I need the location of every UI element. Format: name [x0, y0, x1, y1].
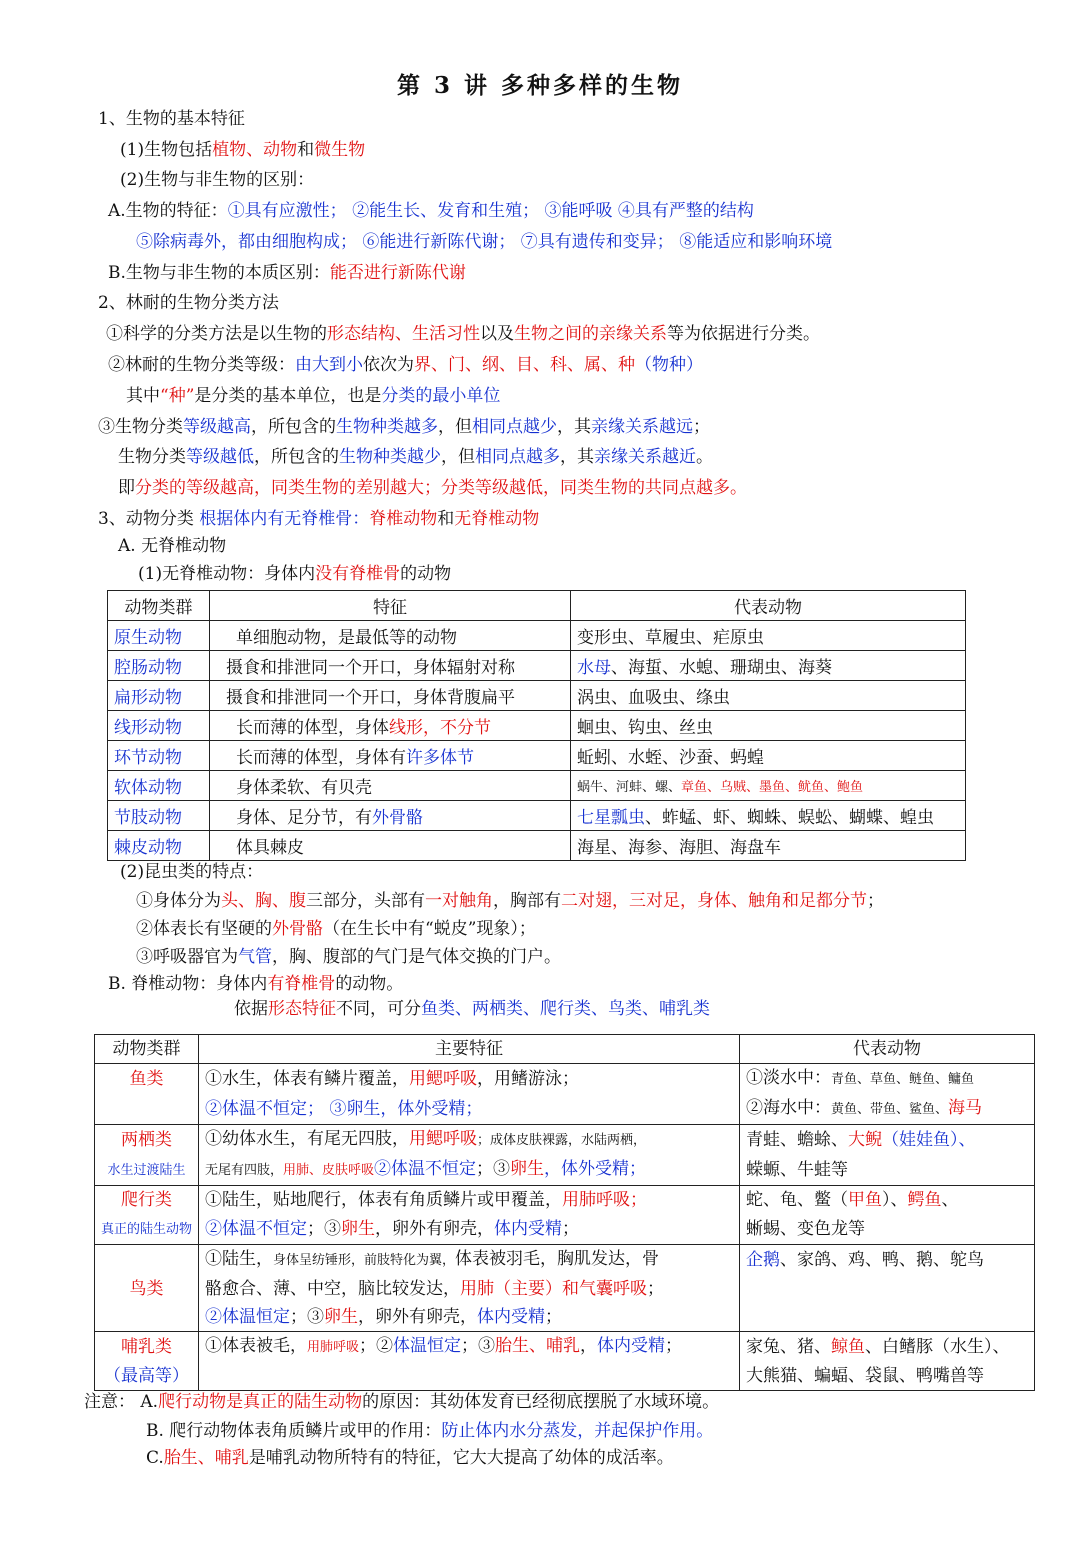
table-row	[95, 1362, 1035, 1391]
text-segment: 变形虫、草履虫、疟原虫	[577, 628, 764, 648]
text-segment: 2、林耐的生物分类方法	[98, 293, 279, 313]
text-segment: 体内受精	[477, 1307, 546, 1327]
table-cell	[199, 1094, 740, 1125]
table-row	[108, 621, 966, 651]
table-header	[108, 591, 966, 621]
table-cell	[199, 1303, 740, 1332]
text-segment: ；③	[307, 1219, 342, 1239]
table-cell	[740, 1094, 1035, 1125]
table-cell	[108, 711, 210, 741]
text-segment: 防止体内水分蒸发，并起保护作用。	[441, 1421, 714, 1441]
text-segment: 单细胞动物，是最低等的动物	[236, 628, 457, 648]
text-segment: 胎生、哺乳	[163, 1448, 249, 1468]
text-segment: ③卵生，体外受精；	[329, 1099, 483, 1119]
table-row	[95, 1094, 1035, 1125]
table-row	[95, 1275, 1035, 1303]
text-segment: 脊椎动物	[369, 509, 438, 529]
text-segment: 、蚱蜢、虾、蜘蛛、蜈蚣、蝴蝶、蝗虫	[645, 808, 934, 828]
table-cell	[210, 831, 571, 861]
table-row	[108, 711, 966, 741]
table-cell	[95, 1214, 199, 1245]
text-segment: 外骨骼	[272, 919, 323, 939]
table-cell	[210, 741, 571, 771]
text-segment: 气管	[238, 947, 272, 967]
text-segment: ②体温恒定	[205, 1307, 291, 1327]
text-segment: 相同点越少	[472, 417, 557, 437]
table-row	[108, 651, 966, 681]
table-cell	[210, 771, 571, 801]
text-segment: 摄食和排泄同一个开口，身体背腹扁平	[226, 688, 515, 708]
text-segment: ；	[545, 1307, 563, 1327]
text-segment: 鳄鱼	[907, 1190, 942, 1210]
text-segment: 鱼类、两栖类、爬行类、鸟类、哺乳类	[421, 999, 710, 1019]
text-segment: 用鳃呼吸	[409, 1069, 478, 1089]
table-header	[95, 1035, 1035, 1064]
table-cell	[210, 711, 571, 741]
text-segment: ①科学的分类方法是以生物的	[106, 324, 327, 344]
text-segment: 鱼类	[129, 1069, 164, 1089]
table-cell	[199, 1332, 740, 1363]
text-segment: ①水生，体表有鳞片覆盖，	[205, 1069, 410, 1089]
text-segment: 等为依据进行分类。	[667, 324, 820, 344]
text-segment: 能否进行新陈代谢	[329, 263, 466, 283]
text-segment: ⑤除病毒外，都由细胞构成； ⑥能进行新陈代谢； ⑦具有遗传和变异； ⑧能适应和影响环境	[136, 232, 833, 252]
table-cell	[571, 621, 966, 651]
text-segment: 生物分类	[118, 447, 186, 467]
table-cell	[108, 831, 210, 861]
text-segment: ；	[665, 1336, 683, 1356]
table-cell	[571, 681, 966, 711]
text-segment: 卵生	[510, 1159, 545, 1179]
table-cell	[95, 1332, 199, 1363]
text-segment: ，卵外有卵壳，	[375, 1219, 495, 1239]
text-segment: 蜥蜴、变色龙等	[746, 1219, 866, 1239]
text-line	[120, 169, 314, 191]
text-segment: 真正的陆生动物	[101, 1222, 193, 1237]
text-line	[118, 477, 747, 499]
text-segment: ；③	[461, 1336, 496, 1356]
text-segment: 以及	[480, 324, 514, 344]
text-segment: 棘皮动物	[114, 838, 182, 858]
text-segment: 蝾螈、牛蛙等	[746, 1160, 849, 1180]
table-row	[95, 1245, 1035, 1276]
text-segment: 长而薄的体型，身体	[236, 718, 389, 738]
text-segment: ；③	[290, 1307, 325, 1327]
text-segment: 分类的最小单位	[381, 386, 501, 406]
table-cell	[740, 1275, 1035, 1303]
text-segment: 许多体节	[406, 748, 474, 768]
text-segment: 微生物	[314, 140, 366, 160]
text-segment: （物种）	[635, 355, 703, 375]
text-segment: 七星瓢虫	[577, 808, 645, 828]
text-segment: （最高等）	[104, 1366, 189, 1386]
text-segment: 根据体内有无脊椎骨：	[199, 509, 370, 529]
text-segment: ，胸、腹部的气门是气体交换的门户。	[272, 947, 561, 967]
text-segment: ，其	[557, 417, 591, 437]
text-segment: 大鲵	[848, 1130, 883, 1150]
text-line	[106, 323, 820, 345]
text-segment: B.生物与非生物的本质区别：	[108, 263, 330, 283]
text-segment: ①身体分为	[136, 891, 221, 911]
text-segment: 章鱼、乌贼、墨鱼、鱿鱼、鲍鱼	[681, 779, 864, 795]
text-segment: ；成体皮肤裸露，水陆两栖，	[477, 1133, 647, 1148]
text-segment: ；	[562, 1219, 580, 1239]
column-header: 特征	[210, 591, 571, 621]
table-cell	[571, 771, 966, 801]
table-cell	[95, 1303, 199, 1332]
text-segment: （娃娃鱼）、	[882, 1130, 976, 1150]
table-cell	[95, 1186, 199, 1215]
text-segment: 青蛙、蟾蜍、	[746, 1130, 849, 1150]
text-segment: 一对触角	[425, 891, 493, 911]
table-row	[95, 1332, 1035, 1363]
text-segment: ①陆生，贴地爬行，体表有角质鳞片或甲覆盖，	[205, 1190, 563, 1210]
text-segment: 即	[118, 478, 135, 498]
text-line	[98, 508, 539, 530]
table-cell	[95, 1064, 199, 1095]
text-line	[120, 861, 263, 883]
column-header: 代表动物	[571, 591, 966, 621]
text-segment: 腔肠动物	[114, 658, 182, 678]
text-segment: ，但	[441, 447, 475, 467]
table-cell	[108, 651, 210, 681]
text-segment: 外骨骼	[372, 808, 423, 828]
text-segment: 。	[696, 447, 713, 467]
text-line	[126, 385, 500, 407]
text-segment: 是哺乳动物所特有的特征，它大大提高了幼体的成活率。	[248, 1448, 674, 1468]
text-segment: 蜗牛、河蚌、螺、	[577, 779, 682, 795]
text-segment: ②体温不恒定	[374, 1159, 477, 1179]
text-segment: 3、动物分类	[98, 509, 200, 529]
text-segment: A.生物的特征：	[108, 201, 228, 221]
text-line	[136, 890, 884, 912]
text-segment: 亲缘关系越近	[594, 447, 696, 467]
text-segment: A. 无脊椎动物	[118, 536, 227, 556]
text-segment: 二对翅，三对足，身体、触角和足都分节	[561, 891, 867, 911]
column-header: 代表动物	[740, 1035, 1035, 1064]
table-cell	[95, 1094, 199, 1125]
table-cell	[199, 1064, 740, 1095]
text-segment: ，胸部有	[493, 891, 561, 911]
text-segment: 大熊猫、蝙蝠、袋鼠、鸭嘴兽等	[746, 1366, 985, 1386]
text-segment: ，但	[438, 417, 472, 437]
text-segment: 黄鱼、带鱼、鲨鱼、	[831, 1102, 949, 1117]
table-row	[95, 1125, 1035, 1156]
text-segment: 鲸鱼	[831, 1337, 866, 1357]
text-segment: 体内受精	[494, 1219, 563, 1239]
text-segment: ；	[693, 417, 710, 437]
text-segment: 无尾有四肢，	[205, 1163, 284, 1178]
text-segment: ，所包含的	[254, 447, 339, 467]
text-segment: （在生长中有“蜕皮”现象）；	[323, 919, 536, 939]
text-segment: 三部分，头部有	[306, 891, 425, 911]
text-segment: 身体、足分节，有	[236, 808, 372, 828]
text-segment: 环节动物	[114, 748, 182, 768]
text-segment: 依次为	[363, 355, 414, 375]
text-segment: (2)昆虫类的特点：	[120, 862, 264, 882]
text-segment: 身体柔软、有贝壳	[236, 778, 372, 798]
text-segment: C.	[146, 1448, 164, 1468]
table-cell	[571, 801, 966, 831]
text-line	[108, 200, 754, 222]
table-cell	[199, 1362, 740, 1391]
table-cell	[571, 651, 966, 681]
text-segment: 软体动物	[114, 778, 182, 798]
text-segment: 甲鱼	[848, 1190, 883, 1210]
text-segment: 植物、动物	[212, 140, 298, 160]
text-segment: 哺乳类	[121, 1337, 172, 1357]
text-segment: 体表被羽毛，胸肌发达，骨	[455, 1249, 660, 1269]
text-segment: ③呼吸器官为	[136, 947, 238, 967]
table-cell	[740, 1362, 1035, 1391]
text-segment: 的动物	[400, 564, 452, 584]
page-title: 第 3 讲 多种多样的生物	[396, 72, 684, 99]
table-row	[95, 1186, 1035, 1215]
column-header: 主要特征	[199, 1035, 740, 1064]
text-segment: 线形动物	[114, 718, 182, 738]
text-segment: 由大到小	[295, 355, 363, 375]
table-cell	[740, 1332, 1035, 1363]
text-segment: 涡虫、血吸虫、绦虫	[577, 688, 730, 708]
table-cell	[740, 1303, 1035, 1332]
text-segment: ①体表被毛，	[205, 1336, 308, 1356]
text-segment: 用肺呼吸	[307, 1340, 360, 1355]
text-segment: 、白鳍豚（水生）、	[865, 1337, 1010, 1357]
text-segment: 两栖类	[121, 1130, 172, 1150]
table-cell	[199, 1155, 740, 1186]
text-segment: 卵生	[324, 1307, 359, 1327]
text-segment: 相同点越多	[475, 447, 560, 467]
text-segment: 扁形动物	[114, 688, 182, 708]
text-segment: 注意： A.	[84, 1392, 159, 1412]
table-cell	[95, 1245, 199, 1276]
table-cell	[210, 651, 571, 681]
text-segment: ，用鳍游泳；	[477, 1069, 580, 1089]
text-line	[136, 946, 561, 968]
text-line	[98, 292, 279, 314]
table-cell	[199, 1125, 740, 1156]
text-line	[118, 535, 226, 557]
text-segment: 青鱼、草鱼、鲢鱼、鳙鱼	[831, 1072, 975, 1087]
text-segment: ；	[647, 1279, 665, 1299]
table-cell	[740, 1214, 1035, 1245]
text-segment: 水生过渡陆生	[107, 1163, 186, 1178]
text-segment: 长而薄的体型，身体有	[236, 748, 406, 768]
text-segment: 体温恒定	[393, 1336, 462, 1356]
text-line	[108, 973, 403, 995]
text-segment: 等级越高	[183, 417, 251, 437]
text-segment: 等级越低	[186, 447, 254, 467]
text-segment: 身体呈纺锤形，前肢特化为翼，	[273, 1253, 456, 1268]
text-segment: 家兔、猪、	[746, 1337, 832, 1357]
text-segment: 、家鸽、鸡、鸭、鹅、鸵鸟	[780, 1250, 985, 1270]
text-segment: B. 脊椎动物：身体内	[108, 974, 268, 994]
text-segment: 爬行类	[121, 1190, 172, 1210]
table-row	[95, 1064, 1035, 1095]
table-row	[108, 831, 966, 861]
text-segment: 和	[437, 509, 455, 529]
table-cell	[571, 711, 966, 741]
text-segment: 节肢动物	[114, 808, 182, 828]
text-segment: ①淡水中：	[746, 1068, 832, 1088]
table-cell	[199, 1186, 740, 1215]
text-segment: ①陆生，	[205, 1249, 274, 1269]
table-row	[108, 741, 966, 771]
text-segment: 用鳃呼吸	[409, 1129, 478, 1149]
text-line	[136, 231, 832, 253]
text-segment: ②体温不恒定	[205, 1219, 308, 1239]
text-segment: 蛔虫、钩虫、丝虫	[577, 718, 713, 738]
text-segment: ，卵外有卵壳，	[358, 1307, 478, 1327]
text-segment: 用肺（主要）和气囊呼吸	[460, 1279, 648, 1299]
table-cell	[108, 621, 210, 651]
text-line	[138, 563, 451, 585]
text-segment: 用肺、皮肤呼吸	[283, 1163, 375, 1178]
table-cell	[199, 1214, 740, 1245]
text-segment: 没有脊椎骨	[315, 564, 401, 584]
text-segment: 摄食和排泄同一个开口，身体辐射对称	[226, 658, 515, 678]
text-segment: 鸟类	[129, 1279, 164, 1299]
text-segment: 形态结构、生活习性	[327, 324, 480, 344]
text-segment: ①具有应激性； ②能生长、发育和生殖； ③能呼吸 ④具有严整的结构	[227, 201, 754, 221]
table-row	[95, 1155, 1035, 1186]
text-segment: ；	[867, 891, 884, 911]
text-line	[98, 108, 245, 130]
text-line	[120, 139, 365, 161]
table-cell	[571, 741, 966, 771]
text-segment: 骼愈合、薄、中空，脑比较发达，	[205, 1279, 461, 1299]
table-row	[108, 681, 966, 711]
text-line	[118, 446, 713, 468]
table-cell	[740, 1125, 1035, 1156]
table-cell	[571, 831, 966, 861]
table-cell	[210, 801, 571, 831]
text-segment: 胎生、哺乳	[495, 1336, 581, 1356]
text-line	[136, 918, 536, 940]
table-cell	[740, 1064, 1035, 1095]
text-segment: ③生物分类	[98, 417, 183, 437]
text-segment: ②体温不恒定；	[205, 1099, 325, 1119]
vertebrate-table	[94, 1034, 1035, 1391]
text-segment: 的动物。	[335, 974, 404, 994]
text-segment: 爬行动物是真正的陆生动物	[158, 1392, 363, 1412]
text-segment: 水母	[577, 658, 611, 678]
table-cell	[210, 621, 571, 651]
text-segment: (1)无脊椎动物：身体内	[138, 564, 316, 584]
text-segment: 1、生物的基本特征	[98, 109, 245, 129]
table-cell	[95, 1155, 199, 1186]
text-segment: 用肺呼吸；	[562, 1190, 648, 1210]
text-segment: 是分类的基本单位，也是	[194, 386, 382, 406]
text-segment: ②海水中：	[746, 1098, 832, 1118]
table-row	[108, 801, 966, 831]
table-row	[95, 1214, 1035, 1245]
text-segment: ①幼体水生，有尾无四肢，	[205, 1129, 410, 1149]
table-cell	[199, 1245, 740, 1276]
text-segment: 亲缘关系越远	[591, 417, 693, 437]
text-segment: ，所包含的	[251, 417, 336, 437]
text-segment: 海星、海参、海胆、海盘车	[577, 838, 781, 858]
text-line	[98, 416, 710, 438]
table-cell	[108, 771, 210, 801]
text-segment: 依据	[234, 999, 268, 1019]
text-segment: 生物之间的亲缘关系	[514, 324, 667, 344]
table-cell	[108, 801, 210, 831]
text-segment: ，其	[560, 447, 594, 467]
text-segment: 体内受精	[597, 1336, 666, 1356]
text-line	[146, 1447, 674, 1469]
text-segment: ②林耐的生物分类等级：	[108, 355, 295, 375]
text-segment: 头、胸、腹	[221, 891, 306, 911]
text-segment: 蛇、龟、鳖（	[746, 1190, 849, 1210]
table-cell	[95, 1125, 199, 1156]
text-segment: ，	[580, 1336, 598, 1356]
text-segment: (1)生物包括	[120, 140, 213, 160]
text-segment: 和	[297, 140, 315, 160]
text-segment: ）、	[882, 1190, 908, 1210]
text-segment: B. 爬行动物体表角质鳞片或甲的作用：	[146, 1421, 442, 1441]
text-line	[146, 1420, 713, 1442]
text-segment: (2)生物与非生物的区别：	[120, 170, 315, 190]
text-segment: 其中	[126, 386, 160, 406]
text-segment: 形态特征	[268, 999, 336, 1019]
text-segment: 分类的等级越高，同类生物的差别越大；分类等级越低，同类生物的共同点越多。	[135, 478, 747, 498]
text-line	[108, 262, 466, 284]
text-segment: ；③	[476, 1159, 511, 1179]
text-segment: 、	[941, 1190, 959, 1210]
invertebrate-table	[107, 590, 966, 861]
table-cell	[95, 1362, 199, 1391]
text-segment: ②体表长有坚硬的	[136, 919, 272, 939]
text-segment: 生物种类越多	[336, 417, 438, 437]
text-segment: 的原因：其幼体发育已经彻底摆脱了水域环境。	[362, 1392, 720, 1412]
text-segment: 卵生	[341, 1219, 376, 1239]
text-segment: ；②	[359, 1336, 394, 1356]
text-segment: 有脊椎骨	[267, 974, 336, 994]
text-segment: 原生动物	[114, 628, 182, 648]
text-line	[234, 998, 710, 1020]
table-cell	[108, 741, 210, 771]
text-segment: 界、门、纲、目、科、属、种	[414, 355, 635, 375]
text-segment: 体具棘皮	[236, 838, 304, 858]
text-segment: 不同，可分	[336, 999, 421, 1019]
table-cell	[740, 1186, 1035, 1215]
text-segment: 海马	[948, 1098, 983, 1118]
text-segment: ，体外受精；	[544, 1159, 647, 1179]
table-cell	[95, 1275, 199, 1303]
text-line	[108, 354, 703, 376]
table-cell	[740, 1245, 1035, 1276]
table-cell	[108, 681, 210, 711]
text-segment: 无脊椎动物	[454, 509, 540, 529]
text-segment: “种”	[160, 386, 195, 406]
text-line	[84, 1391, 719, 1413]
table-cell	[199, 1275, 740, 1303]
table-cell	[740, 1155, 1035, 1186]
table-row	[108, 771, 966, 801]
text-segment: 线形，不分节	[389, 718, 491, 738]
text-segment: 生物种类越少	[339, 447, 441, 467]
column-header: 动物类群	[108, 591, 210, 621]
table-row	[95, 1303, 1035, 1332]
column-header: 动物类群	[95, 1035, 199, 1064]
table-cell	[210, 681, 571, 711]
text-segment: 企鹅	[746, 1250, 781, 1270]
text-segment: 蚯蚓、水蛭、沙蚕、蚂蝗	[577, 748, 764, 768]
text-segment: 、海蜇、水螅、珊瑚虫、海葵	[611, 658, 832, 678]
